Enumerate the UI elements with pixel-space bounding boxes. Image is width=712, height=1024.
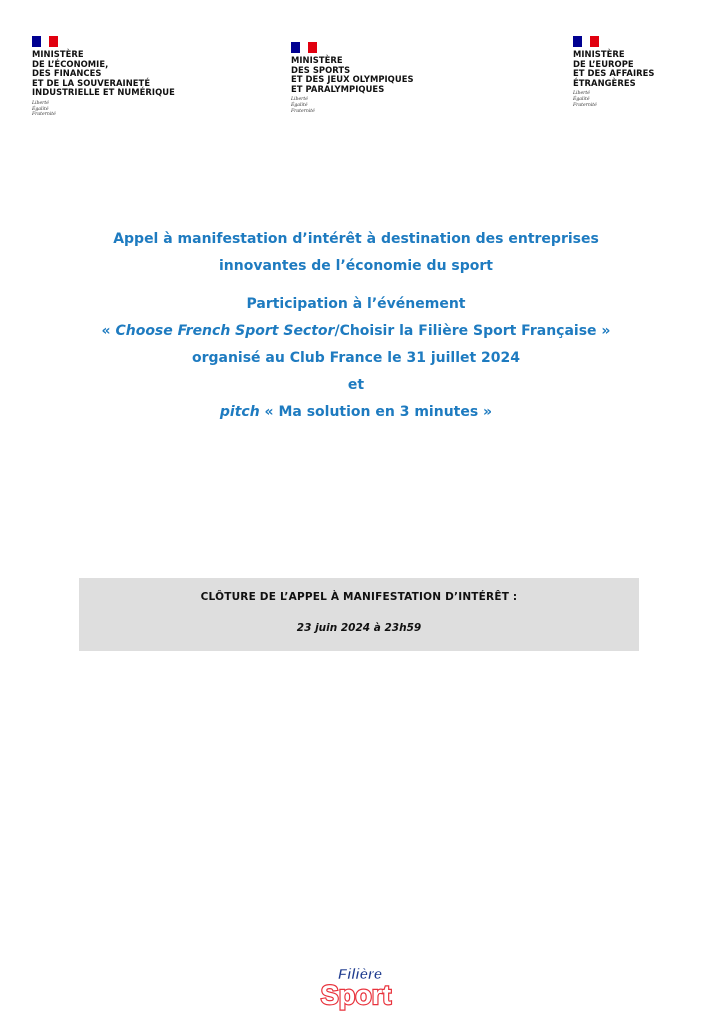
ministry-sports-logo [291, 42, 414, 114]
republic-motto: Liberté Égalité Fraternité [32, 100, 56, 118]
filiere-sport-logo-icon [306, 964, 406, 1012]
event-name: « Choose French Sport Sector/Choisir la Filière Sport Française » [101, 323, 611, 339]
title-line: Appel à manifestation d’intérêt à destination des entreprises [113, 231, 599, 247]
marianne-flag-icon [291, 42, 317, 53]
republic-motto: Liberté Égalité Fraternité [573, 91, 597, 108]
deadline-box [79, 578, 639, 651]
filiere-sport-logo [0, 964, 712, 1016]
title-line: innovantes de l’économie du sport [219, 258, 493, 274]
conjunction: et [347, 377, 365, 393]
ministry-europe-logo [573, 36, 654, 108]
logo-word-top: Filière [337, 966, 383, 983]
marianne-flag-icon [573, 36, 599, 47]
deadline-label: CLÔTURE DE L’APPEL À MANIFESTATION D’INTÉRÊT : [200, 591, 518, 603]
pitch-title: pitch « Ma solution en 3 minutes » [219, 404, 493, 420]
document-title [0, 226, 712, 426]
republic-motto: Liberté Égalité Fraternité [291, 97, 315, 114]
logo-word-bottom: Sport [320, 980, 392, 1010]
event-subtitle: Participation à l’événement [246, 296, 466, 312]
ministry-name: MINISTÈRE DE L’ÉCONOMIE, DES FINANCES ET DE LA SOUVERAINETÉ INDUSTRIELLE ET NUMÉRIQUE [32, 49, 175, 98]
event-location-date: organisé au Club France le 31 juillet 2024 [191, 350, 521, 366]
ministry-economy-logo [32, 36, 175, 118]
deadline-date: 23 juin 2024 à 23h59 [296, 622, 422, 634]
marianne-flag-icon [32, 36, 58, 47]
ministry-name: MINISTÈRE DES SPORTS ET DES JEUX OLYMPIQUES ET PARALYMPIQUES [291, 55, 414, 94]
ministry-name: MINISTÈRE DE L’EUROPE ET DES AFFAIRES ÉTRANGÈRES [573, 49, 655, 88]
